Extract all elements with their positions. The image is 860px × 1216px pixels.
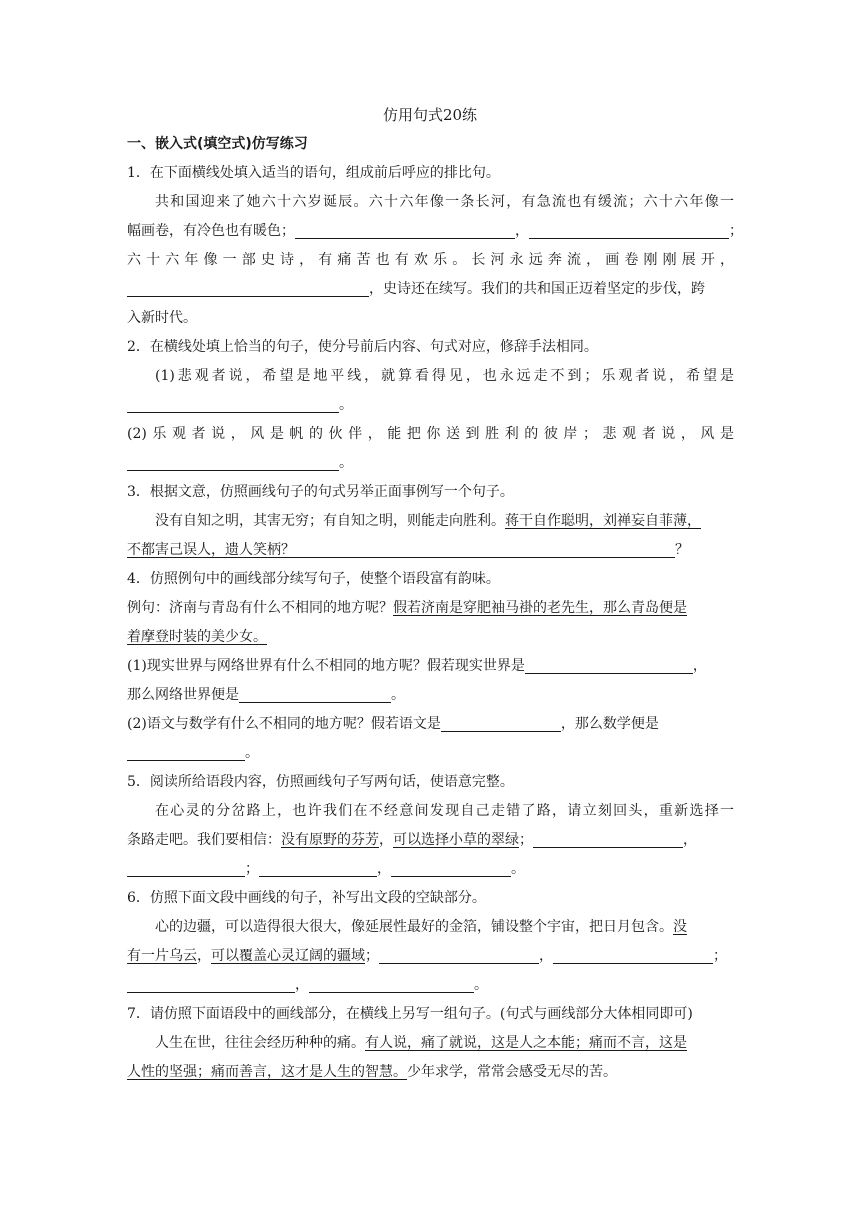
underlined-text: 有人说，痛了就说，这是人之本能；痛而不言，这是 xyxy=(365,1035,687,1051)
answer-blank[interactable] xyxy=(239,684,391,703)
question-2-stem: 2．在横线处填上恰当的句子，使分号前后内容、句式对应，修辞手法相同。 xyxy=(127,339,598,355)
question-4-stem: 4．仿照例句中的画线部分续写句子，使整个语段富有韵味。 xyxy=(127,571,500,587)
underlined-text: 蒋干自作聪明，刘禅妄自菲薄， xyxy=(505,513,701,529)
underlined-text: 没 xyxy=(673,919,687,935)
question-6-line-1: 心的边疆，可以造得很大很大，像延展性最好的金箔，铺设整个宇宙，把日月包含。没 xyxy=(155,919,687,935)
answer-blank[interactable] xyxy=(309,974,474,993)
answer-blank[interactable] xyxy=(441,713,561,732)
underlined-text: 可以覆盖心灵辽阔的疆域 xyxy=(211,948,365,964)
underlined-text: 假若济南是穿肥袖马褂的老先生，那么青岛便是 xyxy=(393,600,687,616)
question-2-item-1: (1)悲观者说，希望是地平线，就算看得见，也永远走不到；乐观者说，希望是 xyxy=(155,368,734,384)
page-title: 仿用句式20练 xyxy=(382,106,478,124)
question-3-line-1: 没有自知之明，其害无穷；有自知之明，则能走向胜利。蒋干自作聪明，刘禅妄自菲薄， xyxy=(155,513,701,529)
question-2-item-2: (2)乐观者说，风是帆的伙伴，能把你送到胜利的彼岸；悲观者说，风是 xyxy=(127,426,734,442)
question-1-line-4: ，史诗还在续写。我们的共和国正迈着坚定的步伐，跨 xyxy=(127,275,734,304)
answer-blank[interactable] xyxy=(529,220,729,239)
question-5-line-1: 在心灵的分岔路上，也许我们在不经意间发现自己走错了路，请立刻回头，重新选择一 xyxy=(155,803,734,819)
answer-blank[interactable] xyxy=(127,742,245,761)
question-5-line-3: ； ， 。 xyxy=(127,855,734,884)
question-6-line-2: 有一片乌云，可以覆盖心灵辽阔的疆域； ， ； xyxy=(127,942,734,971)
question-1-stem: 1．在下面横线处填入适当的语句，组成前后呼应的排比句。 xyxy=(127,165,500,181)
answer-blank[interactable] xyxy=(127,278,369,297)
question-7-stem: 7．请仿照下面语段中的画线部分，在横线上另写一组句子。(句式与画线部分大体相同即可) xyxy=(127,1006,693,1022)
question-7-line-1: 人生在世，往往会经历种种的痛。有人说，痛了就说，这是人之本能；痛而不言，这是 xyxy=(155,1035,687,1051)
question-4-example-cont xyxy=(127,623,734,652)
question-1-line-1: 共和国迎来了她六十六岁诞辰。六十六年像一条长河，有急流也有缓流；六十六年像一 xyxy=(155,194,734,210)
answer-blank[interactable] xyxy=(525,655,693,674)
underlined-text: 着摩登时装的美少女。 xyxy=(127,629,267,645)
answer-blank[interactable] xyxy=(127,394,339,413)
answer-blank[interactable] xyxy=(295,220,515,239)
question-2-item-2-answer: 。 xyxy=(127,449,734,478)
answer-blank[interactable] xyxy=(127,858,245,877)
answer-blank[interactable] xyxy=(379,945,539,964)
question-7-line-2: 人性的坚强；痛而善言，这才是人生的智慧。少年求学，常常会感受无尽的苦。 xyxy=(127,1064,617,1080)
question-1-line-5: 入新时代。 xyxy=(127,310,197,326)
underlined-text: 可以选择小草的翠绿 xyxy=(393,832,519,848)
question-5-line-2: 条路走吧。我们要相信：没有原野的芬芳，可以选择小草的翠绿； ， xyxy=(127,826,734,855)
question-2-item-1-answer: 。 xyxy=(127,391,734,420)
question-6-line-3: ， 。 xyxy=(127,971,734,1000)
answer-blank[interactable] xyxy=(553,945,713,964)
answer-blank[interactable] xyxy=(259,858,377,877)
underlined-text: 没有原野的芬芳 xyxy=(281,832,379,848)
question-4-item-1-cont: 那么网络世界便是 。 xyxy=(127,681,734,710)
section-heading: 一、嵌入式(填空式)仿写练习 xyxy=(127,136,308,152)
answer-blank[interactable] xyxy=(295,539,675,558)
underlined-text: 不都害己误人，遗人笑柄？ xyxy=(127,542,295,558)
answer-blank[interactable] xyxy=(533,829,683,848)
question-4-example: 例句：济南与青岛有什么不相同的地方呢？假若济南是穿肥袖马褂的老先生，那么青岛便是 xyxy=(127,600,687,616)
question-4-item-2: (2)语文与数学有什么不相同的地方呢？假若语文是 ，那么数学便是 xyxy=(127,710,734,739)
question-4-item-2-answer: 。 xyxy=(127,739,734,768)
answer-blank[interactable] xyxy=(127,452,339,471)
answer-blank[interactable] xyxy=(127,974,295,993)
underlined-text: 人性的坚强；痛而善言，这才是人生的智慧。 xyxy=(127,1064,407,1080)
question-3-stem: 3．根据文意，仿照画线句子的句式另举正面事例写一个句子。 xyxy=(127,484,514,500)
question-1-line-3: 六十六年像一部史诗，有痛苦也有欢乐。长河永远奔流，画卷刚刚展开， xyxy=(127,252,734,268)
question-1-line-2: 幅画卷，有冷色也有暖色； ， ； xyxy=(127,217,734,246)
question-6-stem: 6．仿照下面文段中画线的句子，补写出文段的空缺部分。 xyxy=(127,890,486,906)
exercise-content xyxy=(127,130,743,1087)
question-3-line-2: 不都害己误人，遗人笑柄？ ？ xyxy=(127,536,734,565)
answer-blank[interactable] xyxy=(391,858,511,877)
underlined-text: 有一片乌云 xyxy=(127,948,197,964)
question-5-stem: 5．阅读所给语段内容，仿照画线句子写两句话，使语意完整。 xyxy=(127,774,514,790)
question-4-item-1: (1)现实世界与网络世界有什么不相同的地方呢？假若现实世界是 ， xyxy=(127,652,734,681)
